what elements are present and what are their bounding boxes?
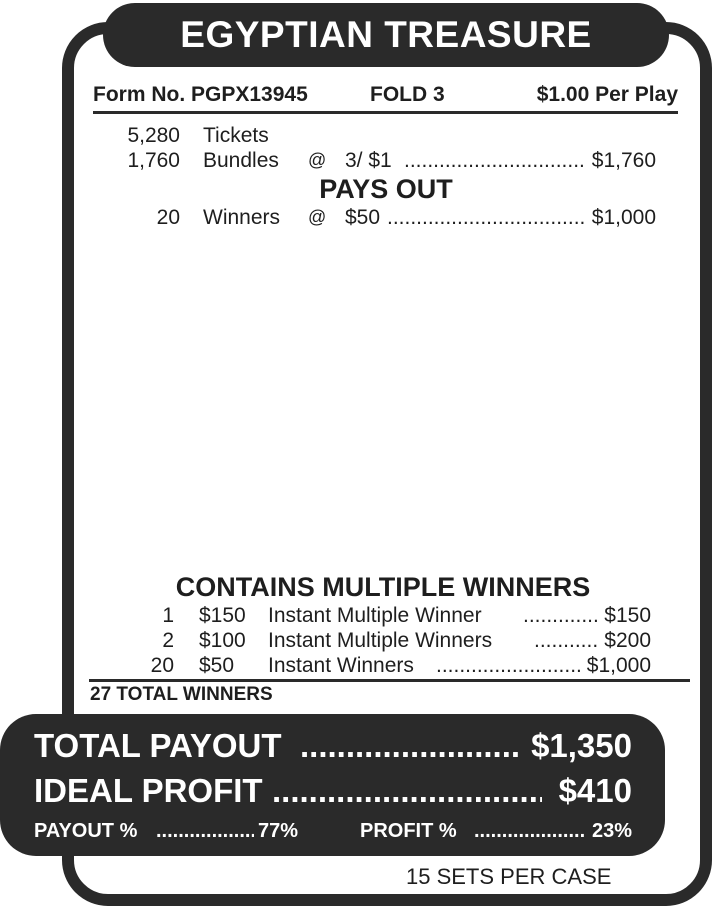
multiple-count: 1: [162, 604, 174, 627]
multiple-row: [0, 603, 712, 628]
multiple-total: $150: [604, 604, 651, 627]
payout-pct-label: PAYOUT %: [34, 820, 138, 842]
multiple-row: [0, 628, 712, 653]
multiple-winners-heading: CONTAINS MULTIPLE WINNERS: [175, 572, 591, 602]
summary-panel: [0, 714, 665, 856]
game-title: EGYPTIAN TREASURE: [180, 14, 592, 55]
multiple-row: [0, 653, 712, 678]
winners-row: [0, 205, 712, 230]
bundles-total: $1,760: [591, 149, 656, 172]
total-payout-leader: [300, 726, 522, 766]
multiple-count: 2: [162, 629, 174, 652]
multiple-label: Instant Multiple Winner: [268, 604, 482, 627]
bundles-at: @: [308, 150, 327, 170]
winners-total: $1,000: [591, 206, 656, 229]
profit-pct-label: PROFIT %: [360, 820, 457, 842]
payout-pct-value: 77%: [258, 820, 299, 842]
tickets-count: 5,280: [127, 124, 180, 147]
winners-label: Winners: [203, 206, 281, 229]
bundles-row: [0, 148, 712, 173]
sets-per-case: 15 SETS PER CASE: [406, 864, 612, 889]
multiple-prize: $50: [199, 654, 235, 677]
payout-pct-leader: [156, 818, 254, 844]
ideal-profit-leader: [272, 771, 542, 811]
title-banner: [103, 3, 669, 67]
total-winners: 27 TOTAL WINNERS: [90, 684, 273, 705]
multiple-total: $200: [604, 629, 651, 652]
multiple-label: Instant Winners: [268, 654, 414, 677]
ideal-profit-row: [34, 771, 632, 811]
winners-rate: $50: [345, 206, 381, 229]
bundles-label: Bundles: [203, 149, 279, 172]
form-number: Form No. PGPX13945: [93, 83, 308, 106]
bundles-leader: [404, 148, 584, 173]
multiple-count: 20: [150, 654, 174, 677]
multiple-prize: $150: [199, 604, 246, 627]
ideal-profit-label: IDEAL PROFIT: [34, 772, 263, 809]
winners-at: @: [308, 207, 327, 227]
price-per-play: $1.00 Per Play: [536, 83, 678, 106]
divider-rule: [89, 679, 690, 682]
total-payout-row: [34, 726, 632, 766]
pays-out-heading: PAYS OUT: [319, 174, 453, 204]
tickets-row: [0, 123, 712, 148]
multiple-prize: $100: [199, 629, 246, 652]
multiple-label: Instant Multiple Winners: [268, 629, 493, 652]
tickets-label: Tickets: [203, 124, 269, 147]
ideal-profit-value: $410: [558, 772, 632, 809]
winners-count: 20: [156, 206, 180, 229]
profit-pct-value: 23%: [591, 820, 632, 842]
form-info-bar: [93, 83, 678, 114]
bundles-count: 1,760: [127, 149, 180, 172]
fold-label: FOLD 3: [370, 83, 445, 106]
total-payout-value: $1,350: [531, 727, 632, 764]
bundles-rate: 3/ $1: [345, 149, 392, 172]
multiple-leader: [436, 653, 580, 678]
multiple-total: $1,000: [586, 654, 651, 677]
total-payout-label: TOTAL PAYOUT: [34, 727, 282, 764]
profit-pct-leader: [474, 818, 584, 844]
winners-leader: [387, 205, 584, 230]
percent-row: [34, 818, 632, 844]
